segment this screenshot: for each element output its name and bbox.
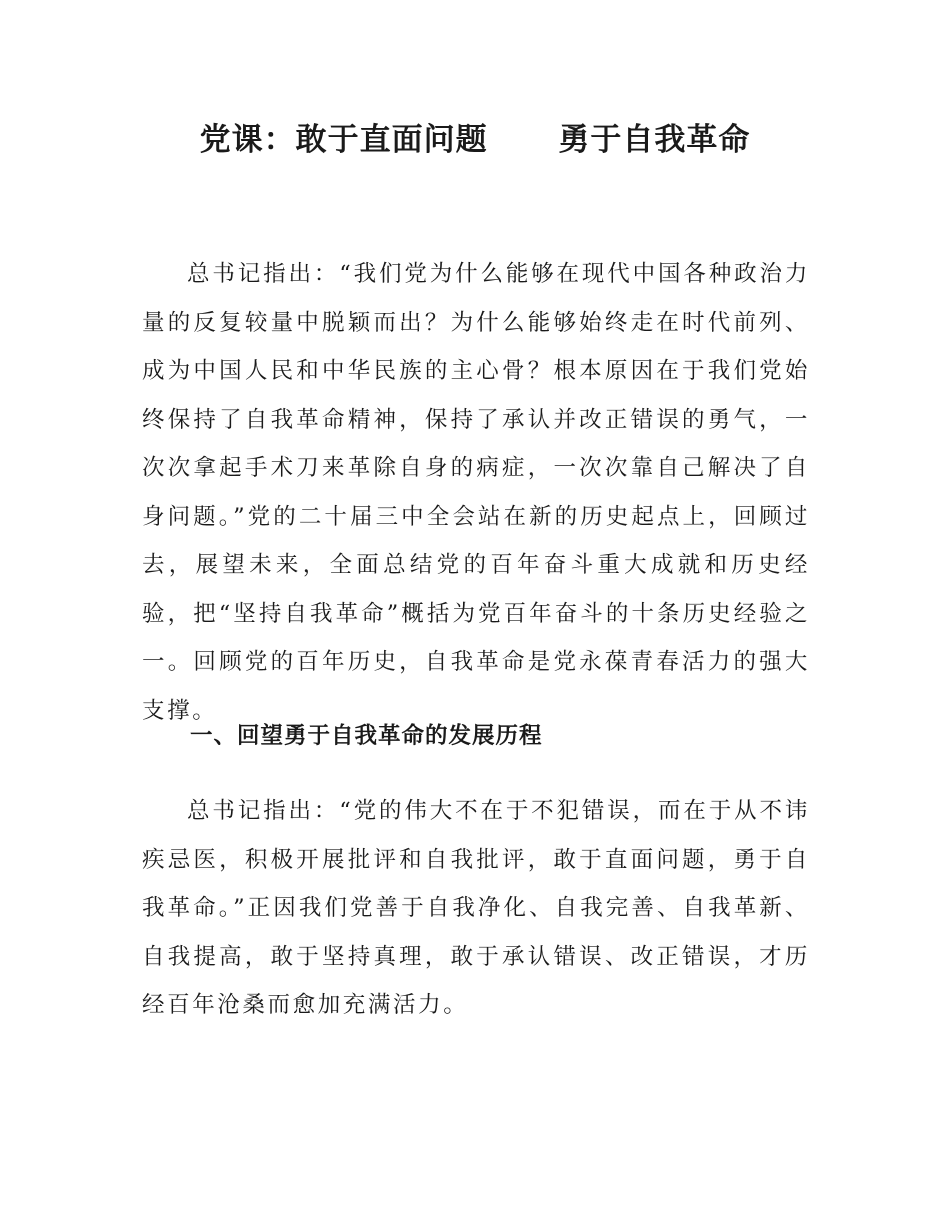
section-heading-1: 一、回望勇于自我革命的发展历程: [190, 723, 543, 749]
document-title: 党课：敢于直面问题 勇于自我革命: [199, 122, 751, 158]
paragraph-section-1: 总书记指出：“党的伟大不在于不犯错误，而在于从不讳疾忌医，积极开展批评和自我批评，敢于直面问题，勇于自我革命。”正因我们党善于自我净化、自我完善、自我革新、自我提高，敢于坚持真理，敢于承认错误、改正错误，才历经百年沧桑而愈加充满活力。: [142, 798, 810, 1018]
paragraph-intro: 总书记指出：“我们党为什么能够在现代中国各种政治力量的反复较量中脱颖而出？为什么能够始终走在时代前列、成为中国人民和中华民族的主心骨？根本原因在于我们党始终保持了自我革命精神，保持了承认并改正错误的勇气，一次次拿起手术刀来革除自身的病症，一次次靠自己解决了自身问题。”党的二十届三中全会站在新的历史起点上，回顾过去，展望未来，全面总结党的百年奋斗重大成就和历史经验，把“坚持自我革命”概括为党百年奋斗的十条历史经验之一。回顾党的百年历史，自我革命是党永葆青春活力的强大支撑。: [142, 261, 810, 724]
